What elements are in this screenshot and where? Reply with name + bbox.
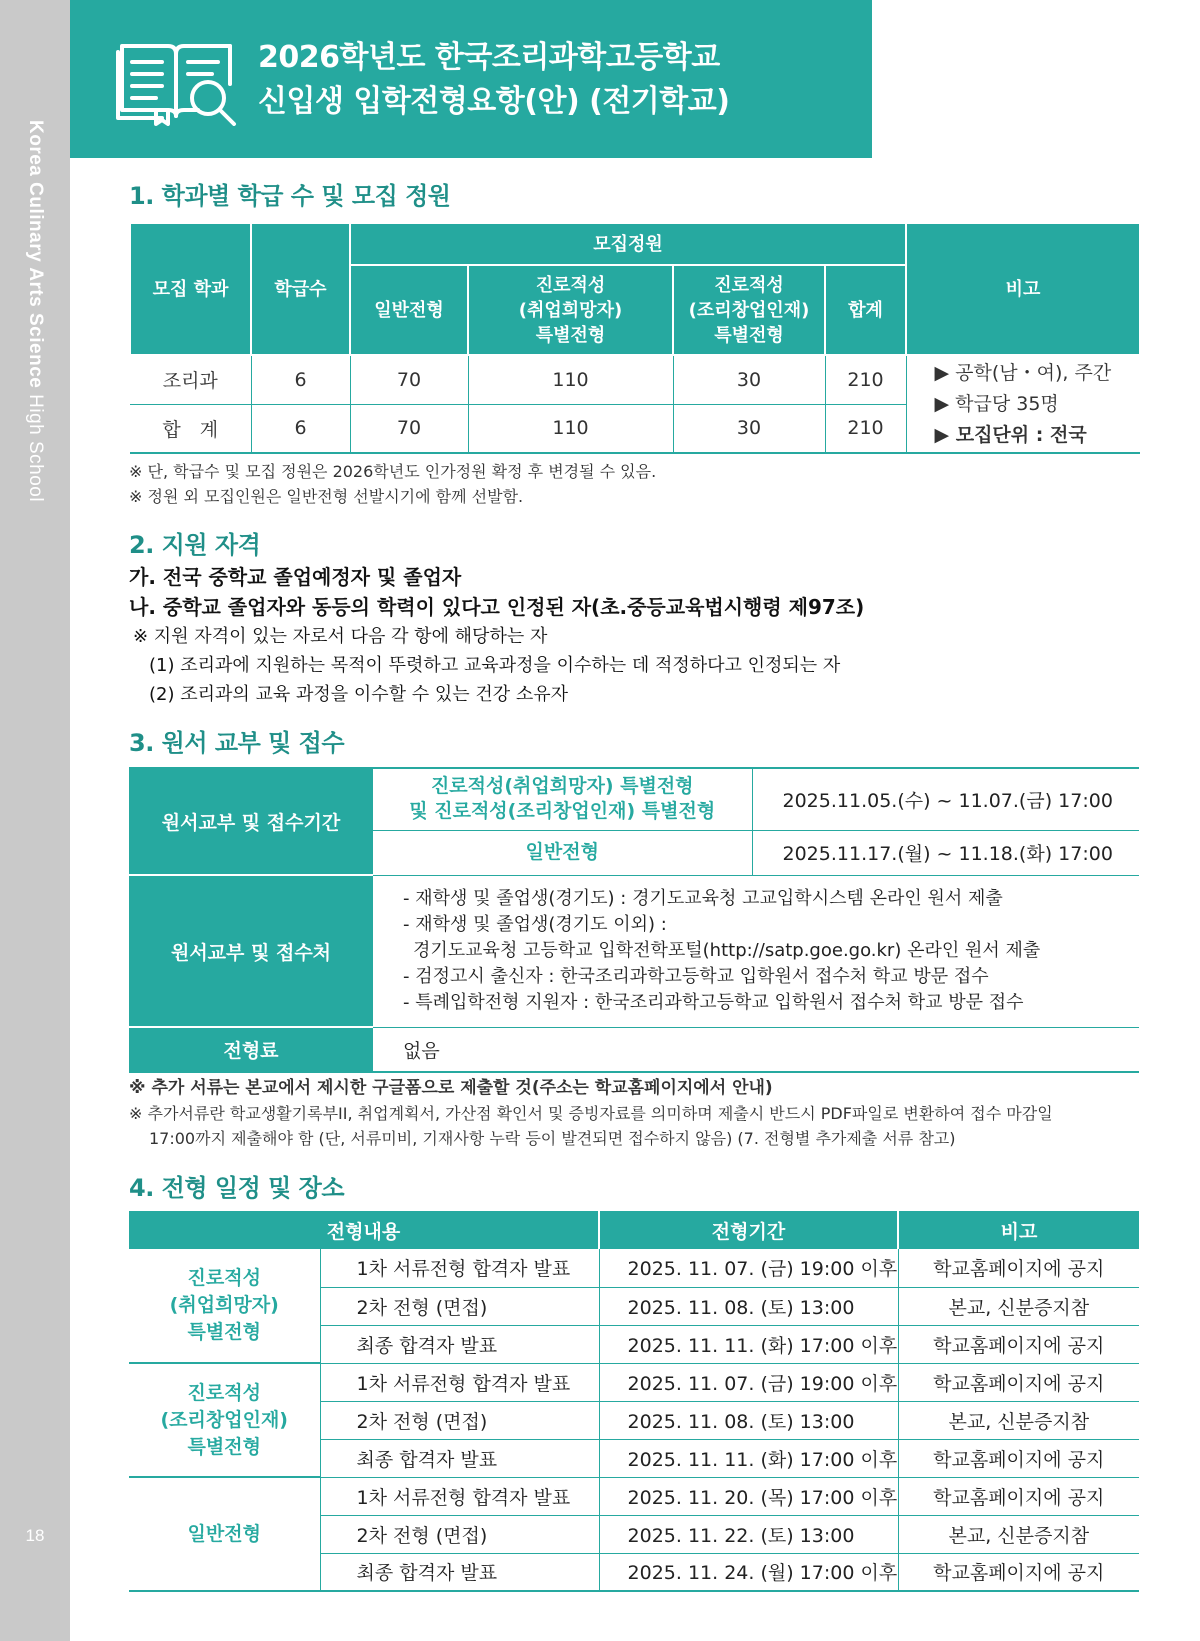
th-classes: 학급수 bbox=[251, 223, 350, 355]
table-row: 2차 전형 (면접) 2025. 11. 08. (토) 13:00 본교, 신분증지참 bbox=[129, 1287, 1139, 1325]
fee-label: 전형료 bbox=[129, 1027, 373, 1072]
table-row: 2차 전형 (면접) 2025. 11. 22. (토) 13:00 본교, 신분증지참 bbox=[129, 1515, 1139, 1553]
section-3-notes: ※ 추가 서류는 본교에서 제시한 구글폼으로 제출할 것(주소는 학교홈페이지에서 안내) ※ 추가서류란 학교생활기록부II, 취업계획서, 가산점 확인서 및 증빙자료를 의미하며 제출시 반드시 PDF파일로 변환하여 접수 마감일 17:00까지 제출해야 함 (단, 서류미비, 기재사항 누락 등이 발견되면 접수하지 않음) (7. 전형별 추가제출 서류 참고) bbox=[129, 1078, 1053, 1148]
group-label: 일반전형 bbox=[129, 1477, 320, 1591]
th-total: 합계 bbox=[825, 265, 906, 355]
section-2-title: 2. 지원 자격 bbox=[129, 531, 261, 559]
side-school-name: Korea Culinary Arts Science High School bbox=[25, 120, 46, 503]
application-table bbox=[129, 767, 1139, 1073]
place-label: 원서교부 및 접수처 bbox=[129, 875, 373, 1027]
table-row: 합 계 6 70 110 30 210 bbox=[130, 404, 1140, 453]
th-special2: 진로적성 (조리창업인재) 특별전형 bbox=[673, 265, 825, 355]
table-row: 2차 전형 (면접) 2025. 11. 08. (토) 13:00 본교, 신분증지참 bbox=[129, 1401, 1139, 1439]
header-banner bbox=[70, 0, 872, 158]
group-label: 진로적성 (취업희망자) 특별전형 bbox=[129, 1249, 320, 1363]
th-content: 전형내용 bbox=[129, 1211, 599, 1249]
page-number: 18 bbox=[25, 1526, 45, 1545]
th-general: 일반전형 bbox=[350, 265, 468, 355]
eligibility-text: 가. 전국 중학교 졸업예정자 및 졸업자 나. 중학교 졸업자와 동등의 학력이 있다고 인정된 자(초.중등교육법시행령 제97조) ※ 지원 자격이 있는 자로서 다음 각 항에 해당하는 자 (1) 조리과에 지원하는 목적이 뚜렷하고 교육과정을 이수하는 데 적정하다고 인정되는 자 (2) 조리과의 교육 과정을 이수할 수 있는 건강 소유자 bbox=[129, 565, 865, 705]
section-1-title: 1. 학과별 학급 수 및 모집 정원 bbox=[129, 182, 451, 210]
table-row: 진로적성 (조리창업인재) 특별전형 1차 서류전형 합격자 발표 2025. 11. 07. (금) 19:00 이후 학교홈페이지에 공지 bbox=[129, 1363, 1139, 1401]
quota-table bbox=[129, 222, 1141, 454]
page-title: 2026학년도 한국조리과학고등학교 신입생 입학전형요항(안) (전기학교) bbox=[258, 40, 730, 119]
schedule-table bbox=[129, 1211, 1139, 1592]
period-label: 원서교부 및 접수기간 bbox=[129, 768, 373, 875]
place-list: - 재학생 및 졸업생(경기도) : 경기도교육청 고교입학시스템 온라인 원서 제출 - 재학생 및 졸업생(경기도 이외) : 경기도교육청 고등학교 입학전학포털(http://satp.goe.go.kr) 온라인 원서 제출 - 검정고시 출신자 : 한국조리과학고등학교 입학원서 접수처 학교 방문 접수 - 특례입학전형 지원자 : 한국조리과학고등학교 입학원서 접수처 학교 방문 접수 bbox=[373, 875, 1139, 1027]
table-row: 조리과 6 70 110 30 210 ▶ 공학(남・여), 주간 ▶ 학급당 35명 ▶ 모집단위 : 전국 bbox=[130, 355, 1140, 404]
section-1-notes: ※ 단, 학급수 및 모집 정원은 2026학년도 인가정원 확정 후 변경될 수 있음. ※ 정원 외 모집인원은 일반전형 선발시기에 함께 선발함. bbox=[129, 462, 657, 506]
table-row: 일반전형 1차 서류전형 합격자 발표 2025. 11. 20. (목) 17:00 이후 학교홈페이지에 공지 bbox=[129, 1477, 1139, 1515]
table-row: 최종 합격자 발표 2025. 11. 11. (화) 17:00 이후 학교홈페이지에 공지 bbox=[129, 1439, 1139, 1477]
table-row: 최종 합격자 발표 2025. 11. 11. (화) 17:00 이후 학교홈페이지에 공지 bbox=[129, 1325, 1139, 1363]
fee-value: 없음 bbox=[403, 1039, 440, 1062]
th-remark: 비고 bbox=[906, 223, 1140, 355]
table-row: 진로적성 (취업희망자) 특별전형 1차 서류전형 합격자 발표 2025. 11. 07. (금) 19:00 이후 학교홈페이지에 공지 bbox=[129, 1249, 1139, 1287]
remark-cell: ▶ 공학(남・여), 주간 ▶ 학급당 35명 ▶ 모집단위 : 전국 bbox=[906, 355, 1140, 453]
special-period: 2025.11.05.(수) ~ 11.07.(금) 17:00 bbox=[752, 768, 1139, 830]
th-period: 전형기간 bbox=[599, 1211, 898, 1249]
table-row: 최종 합격자 발표 2025. 11. 24. (월) 17:00 이후 학교홈페이지에 공지 bbox=[129, 1553, 1139, 1591]
special-type: 진로적성(취업희망자) 특별전형 및 진로적성(조리창업인재) 특별전형 bbox=[373, 768, 752, 830]
general-type: 일반전형 bbox=[373, 830, 752, 875]
th-quota: 모집정원 bbox=[350, 223, 906, 265]
th-special1: 진로적성 (취업희망자) 특별전형 bbox=[468, 265, 673, 355]
section-4-title: 4. 전형 일정 및 장소 bbox=[129, 1174, 345, 1202]
th-dept: 모집 학과 bbox=[130, 223, 251, 355]
group-label: 진로적성 (조리창업인재) 특별전형 bbox=[129, 1363, 320, 1477]
th-remark: 비고 bbox=[898, 1211, 1139, 1249]
book-magnifier-icon bbox=[116, 38, 240, 126]
side-bar bbox=[0, 0, 70, 1641]
general-period: 2025.11.17.(월) ~ 11.18.(화) 17:00 bbox=[752, 830, 1139, 875]
section-3-title: 3. 원서 교부 및 접수 bbox=[129, 729, 345, 757]
